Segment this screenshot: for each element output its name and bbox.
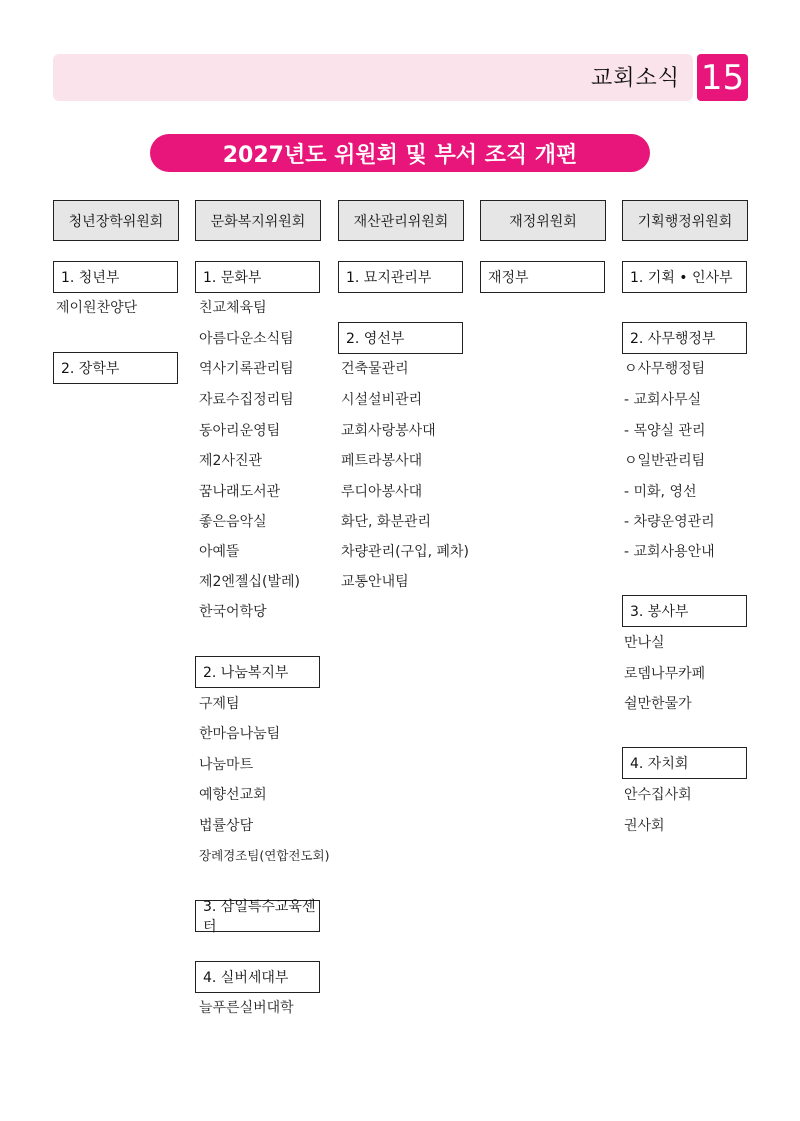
- list-item: 권사회: [624, 818, 665, 834]
- list-item: 역사기록관리팀: [199, 361, 294, 377]
- section-title: 교회소식: [590, 66, 680, 91]
- dept-service: 3. 봉사부: [622, 595, 747, 627]
- committee-finance: 재정위원회: [480, 200, 606, 241]
- list-item: - 목양실 관리: [624, 423, 706, 439]
- list-item: 법률상담: [199, 818, 254, 834]
- list-item: 교회사랑봉사대: [341, 423, 436, 439]
- list-item: - 교회사무실: [624, 392, 702, 408]
- list-item: 차량관리(구입, 폐차): [341, 544, 470, 560]
- dept-finance: 재정부: [480, 261, 605, 293]
- dept-silver: 4. 실버세대부: [195, 961, 320, 993]
- dept-self-governance: 4. 자치회: [622, 747, 747, 779]
- list-item: ㅇ일반관리팀: [624, 453, 706, 469]
- list-item: 시설설비관리: [341, 392, 423, 408]
- list-item: 만나실: [624, 635, 665, 651]
- list-item: 교통안내팀: [341, 574, 409, 590]
- list-item: 구제팀: [199, 696, 240, 712]
- committee-culture-welfare: 문화복지위원회: [195, 200, 321, 241]
- list-item: 화단, 화분관리: [341, 514, 432, 530]
- dept-youth: 1. 청년부: [53, 261, 178, 293]
- list-item: 아예뜰: [199, 544, 240, 560]
- dept-culture: 1. 문화부: [195, 261, 320, 293]
- list-item: 안수집사회: [624, 787, 692, 803]
- list-item: 동아리운영팀: [199, 423, 281, 439]
- dept-planning-personnel: 1. 기획 • 인사부: [622, 261, 747, 293]
- committee-property: 재산관리위원회: [338, 200, 464, 241]
- dept-office-admin: 2. 사무행정부: [622, 322, 747, 354]
- committee-planning-admin: 기획행정위원회: [622, 200, 748, 241]
- list-item: - 교회사용안내: [624, 544, 715, 560]
- list-item: - 미화, 영선: [624, 484, 697, 500]
- committee-youth-scholarship: 청년장학위원회: [53, 200, 179, 241]
- list-item: 친교체육팀: [199, 300, 267, 316]
- list-item: 예향선교회: [199, 787, 267, 803]
- list-item: 늘푸른실버대학: [199, 1000, 294, 1016]
- dept-special-education: 3. 삼일특수교육센터: [195, 900, 320, 932]
- list-item: 아름다운소식팀: [199, 331, 294, 347]
- list-item: 제이원찬양단: [56, 300, 138, 316]
- list-item: 제2엔젤십(발레): [199, 574, 300, 590]
- list-item: ㅇ사무행정팀: [624, 361, 706, 377]
- list-item: 제2사진관: [199, 453, 263, 469]
- page-banner-title: 2027년도 위원회 및 부서 조직 개편: [150, 134, 650, 172]
- dept-scholarship: 2. 장학부: [53, 352, 178, 384]
- list-item: 한마음나눔팀: [199, 726, 281, 742]
- list-item: 건축물관리: [341, 361, 409, 377]
- page-number: 15: [697, 54, 748, 101]
- list-item: 루디아봉사대: [341, 484, 423, 500]
- list-item: 좋은음악실: [199, 514, 267, 530]
- dept-maintenance: 2. 영선부: [338, 322, 463, 354]
- list-item: 한국어학당: [199, 604, 267, 620]
- list-item: - 차량운영관리: [624, 514, 715, 530]
- list-item: 페트라봉사대: [341, 453, 423, 469]
- list-item: 나눔마트: [199, 757, 254, 773]
- list-item: 장례경조팀(연합전도회): [199, 848, 330, 863]
- list-item: 로뎀나무카페: [624, 666, 706, 682]
- list-item: 자료수집정리팀: [199, 392, 294, 408]
- dept-sharing-welfare: 2. 나눔복지부: [195, 656, 320, 688]
- list-item: 꿈나래도서관: [199, 484, 281, 500]
- dept-cemetery: 1. 묘지관리부: [338, 261, 463, 293]
- list-item: 쉴만한물가: [624, 696, 692, 712]
